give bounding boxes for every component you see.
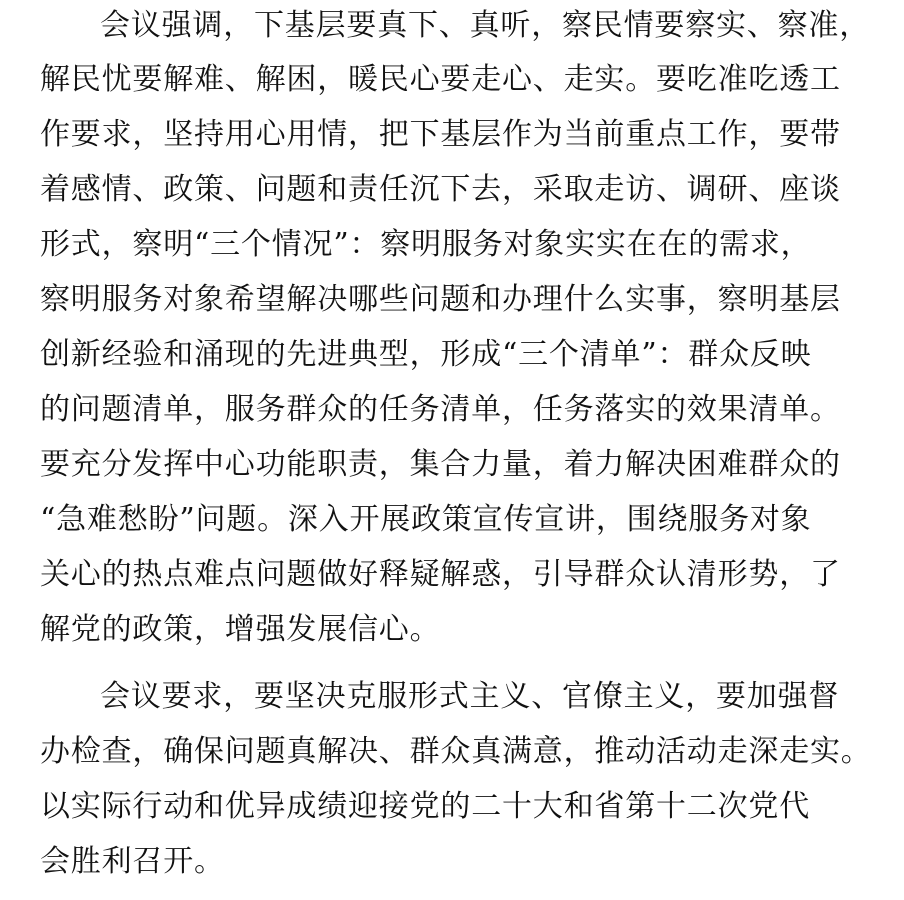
text-line: “急难愁盼”问题。深入开展政策宣传宣讲，围绕服务对象: [40, 502, 812, 537]
text-line: 会议强调，下基层要真下、真听，察民情要察实、察准，: [100, 8, 870, 43]
text-line: 办检查，确保问题真解决、群众真满意，推动活动走深走实。: [40, 734, 872, 769]
text-line: 察明服务对象希望解决哪些问题和办理什么实事，察明基层: [40, 282, 841, 317]
text-line: 以实际行动和优异成绩迎接党的二十大和省第十二次党代: [40, 789, 810, 824]
text-line: 作要求，坚持用心用情，把下基层作为当前重点工作，要带: [40, 117, 841, 152]
text-line: 着感情、政策、问题和责任沉下去，采取走访、调研、座谈: [40, 172, 841, 207]
text-line: 解党的政策，增强发展信心。: [40, 612, 441, 647]
text-line: 解民忧要解难、解困，暖民心要走心、走实。要吃准吃透工: [40, 62, 841, 97]
text-line: 关心的热点难点问题做好释疑解惑，引导群众认清形势，了: [40, 557, 841, 592]
text-line: 创新经验和涌现的先进典型，形成“三个清单”：群众反映: [40, 337, 812, 372]
text-line: 的问题清单，服务群众的任务清单，任务落实的效果清单。: [40, 392, 841, 427]
text-line: 形式，察明“三个情况”：察明服务对象实实在在的需求，: [40, 227, 812, 262]
text-line: 会胜利召开。: [40, 844, 225, 879]
text-line: 要充分发挥中心功能职责，集合力量，着力解决困难群众的: [40, 447, 841, 482]
text-line: 会议要求，要坚决克服形式主义、官僚主义，要加强督: [100, 679, 840, 714]
